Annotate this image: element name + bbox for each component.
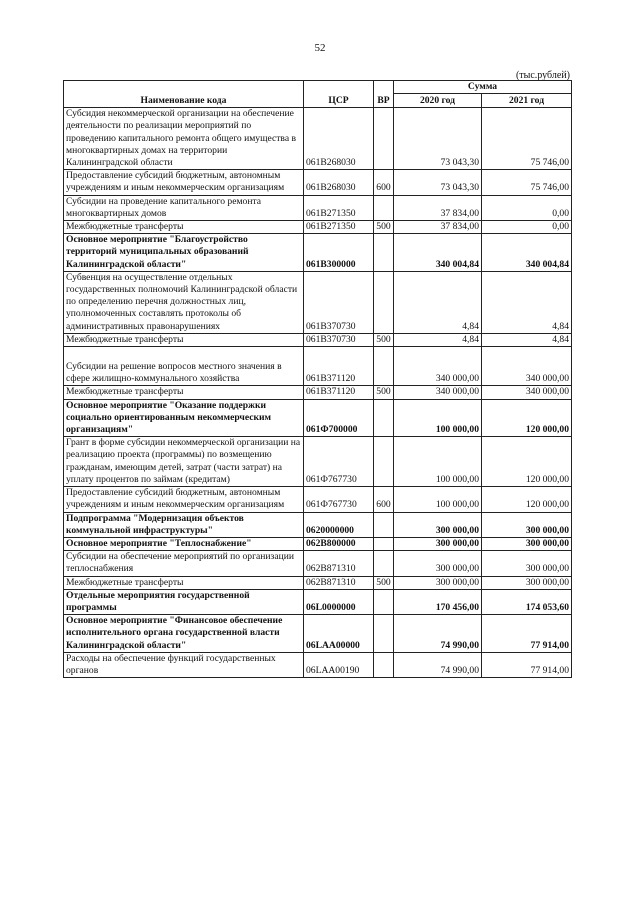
header-vr: ВР <box>374 81 394 108</box>
row-amount-2020: 100 000,00 <box>394 487 482 512</box>
row-name: Субсидии на обеспечение мероприятий по организации теплоснабжения <box>64 551 304 576</box>
page-number: 52 <box>314 42 326 54</box>
row-amount-2021: 340 000,00 <box>482 347 572 386</box>
row-amount-2021: 75 746,00 <box>482 108 572 170</box>
table-row <box>64 652 572 677</box>
row-amount-2021: 0,00 <box>482 221 572 234</box>
row-csr: 061Ф700000 <box>304 399 374 437</box>
row-csr: 061B300000 <box>304 234 374 272</box>
row-name: Межбюджетные трансферты <box>64 221 304 234</box>
row-csr: 061B268030 <box>304 170 374 195</box>
row-name: Субвенция на осуществление отдельных государственных полномочий Калининградской области по определению перечня должностных лиц, уполномоченных составлять протоколы об административных правонарушениях <box>64 271 304 333</box>
row-amount-2021: 120 000,00 <box>482 437 572 487</box>
header-year-2021: 2021 год <box>482 94 572 108</box>
row-vr: 600 <box>374 170 394 195</box>
row-vr <box>374 551 394 576</box>
row-amount-2021: 300 000,00 <box>482 537 572 550</box>
row-name: Основное мероприятие "Оказание поддержки социально ориентированным некоммерческим организациям" <box>64 399 304 437</box>
row-csr: 061B370730 <box>304 333 374 346</box>
header-name: Наименование кода <box>64 81 304 108</box>
row-name: Межбюджетные трансферты <box>64 576 304 589</box>
row-csr: 061Ф767730 <box>304 437 374 487</box>
table-row <box>64 386 572 399</box>
table-row <box>64 551 572 576</box>
header-year-2020: 2020 год <box>394 94 482 108</box>
row-name: Расходы на обеспечение функций государственных органов <box>64 652 304 677</box>
row-amount-2020: 300 000,00 <box>394 576 482 589</box>
row-name: Субсидии на решение вопросов местного значения в сфере жилищно-коммунального хозяйства <box>64 347 304 386</box>
row-amount-2020: 74 990,00 <box>394 615 482 653</box>
row-amount-2020: 73 043,30 <box>394 170 482 195</box>
row-csr: 062B800000 <box>304 537 374 550</box>
row-name: Основное мероприятие "Благоустройство территорий муниципальных образований Калининградской области" <box>64 234 304 272</box>
row-name: Грант в форме субсидии некоммерческой организации на реализацию проекта (программы) по возмещению гражданам, имеющим детей, затрат (части затрат) на уплату процентов по займам (кредитам) <box>64 437 304 487</box>
row-amount-2021: 120 000,00 <box>482 487 572 512</box>
row-vr: 500 <box>374 333 394 346</box>
row-csr: 06L0000000 <box>304 589 374 614</box>
row-csr: 061B370730 <box>304 271 374 333</box>
row-amount-2020: 340 000,00 <box>394 386 482 399</box>
row-name: Подпрограмма "Модернизация объектов коммунальной инфраструктуры" <box>64 512 304 537</box>
table-row <box>64 195 572 220</box>
row-vr <box>374 271 394 333</box>
table-row <box>64 537 572 550</box>
table-row <box>64 399 572 437</box>
table-row <box>64 271 572 333</box>
table-row <box>64 615 572 653</box>
row-amount-2020: 300 000,00 <box>394 512 482 537</box>
table-row <box>64 487 572 512</box>
row-amount-2021: 77 914,00 <box>482 615 572 653</box>
row-name: Отдельные мероприятия государственной программы <box>64 589 304 614</box>
header-sum: Сумма <box>394 81 572 94</box>
row-vr <box>374 589 394 614</box>
row-amount-2020: 37 834,00 <box>394 195 482 220</box>
row-vr <box>374 537 394 550</box>
row-vr: 500 <box>374 386 394 399</box>
row-amount-2020: 73 043,30 <box>394 108 482 170</box>
row-csr: 061B271350 <box>304 221 374 234</box>
row-amount-2021: 0,00 <box>482 195 572 220</box>
row-amount-2021: 300 000,00 <box>482 512 572 537</box>
row-vr: 600 <box>374 487 394 512</box>
row-vr <box>374 652 394 677</box>
row-name: Субсидия некоммерческой организации на обеспечение деятельности по реализации мероприятий по проведению капитального ремонта общего имущества в многоквартирных домах на территории Калининградской области <box>64 108 304 170</box>
header-csr: ЦСР <box>304 81 374 108</box>
row-amount-2021: 340 000,00 <box>482 386 572 399</box>
row-amount-2020: 340 004,84 <box>394 234 482 272</box>
row-amount-2020: 100 000,00 <box>394 437 482 487</box>
row-amount-2021: 174 053,60 <box>482 589 572 614</box>
row-amount-2021: 120 000,00 <box>482 399 572 437</box>
row-amount-2020: 300 000,00 <box>394 537 482 550</box>
table-row <box>64 512 572 537</box>
row-vr: 500 <box>374 221 394 234</box>
units-label: (тыс.рублей) <box>515 70 570 81</box>
row-amount-2020: 340 000,00 <box>394 347 482 386</box>
row-vr <box>374 512 394 537</box>
row-name: Межбюджетные трансферты <box>64 333 304 346</box>
row-amount-2021: 340 004,84 <box>482 234 572 272</box>
table-row <box>64 576 572 589</box>
row-vr <box>374 615 394 653</box>
row-amount-2021: 300 000,00 <box>482 576 572 589</box>
row-amount-2020: 74 990,00 <box>394 652 482 677</box>
row-csr: 061B371120 <box>304 386 374 399</box>
row-name: Субсидии на проведение капитального ремонта многоквартирных домов <box>64 195 304 220</box>
row-csr: 061B371120 <box>304 347 374 386</box>
row-csr: 06LAA00190 <box>304 652 374 677</box>
row-vr <box>374 347 394 386</box>
table-row <box>64 170 572 195</box>
table-row <box>64 221 572 234</box>
row-csr: 062B871310 <box>304 551 374 576</box>
row-csr: 061Ф767730 <box>304 487 374 512</box>
row-amount-2020: 300 000,00 <box>394 551 482 576</box>
row-vr <box>374 108 394 170</box>
table-row <box>64 347 572 386</box>
row-vr <box>374 437 394 487</box>
row-name: Основное мероприятие "Финансовое обеспечение исполнительного органа государственной власти Калининградской области" <box>64 615 304 653</box>
table-header-row <box>64 81 572 94</box>
row-csr: 061B268030 <box>304 108 374 170</box>
row-amount-2021: 77 914,00 <box>482 652 572 677</box>
table-row <box>64 589 572 614</box>
table-row <box>64 108 572 170</box>
row-amount-2020: 4,84 <box>394 271 482 333</box>
table-row <box>64 333 572 346</box>
row-name: Основное мероприятие "Теплоснабжение" <box>64 537 304 550</box>
row-vr <box>374 195 394 220</box>
table-row <box>64 437 572 487</box>
row-vr: 500 <box>374 576 394 589</box>
row-amount-2021: 75 746,00 <box>482 170 572 195</box>
row-vr <box>374 399 394 437</box>
row-amount-2021: 4,84 <box>482 271 572 333</box>
row-amount-2020: 4,84 <box>394 333 482 346</box>
row-amount-2021: 4,84 <box>482 333 572 346</box>
row-amount-2021: 300 000,00 <box>482 551 572 576</box>
row-csr: 06LAA00000 <box>304 615 374 653</box>
row-name: Предоставление субсидий бюджетным, автономным учреждениям и иным некоммерческим организациям <box>64 487 304 512</box>
row-amount-2020: 170 456,00 <box>394 589 482 614</box>
row-amount-2020: 100 000,00 <box>394 399 482 437</box>
row-csr: 0620000000 <box>304 512 374 537</box>
row-name: Предоставление субсидий бюджетным, автономным учреждениям и иным некоммерческим организациям <box>64 170 304 195</box>
row-csr: 061B271350 <box>304 195 374 220</box>
budget-table <box>63 80 572 678</box>
row-csr: 062B871310 <box>304 576 374 589</box>
table-row <box>64 234 572 272</box>
row-vr <box>374 234 394 272</box>
row-amount-2020: 37 834,00 <box>394 221 482 234</box>
table-body <box>64 108 572 678</box>
row-name: Межбюджетные трансферты <box>64 386 304 399</box>
